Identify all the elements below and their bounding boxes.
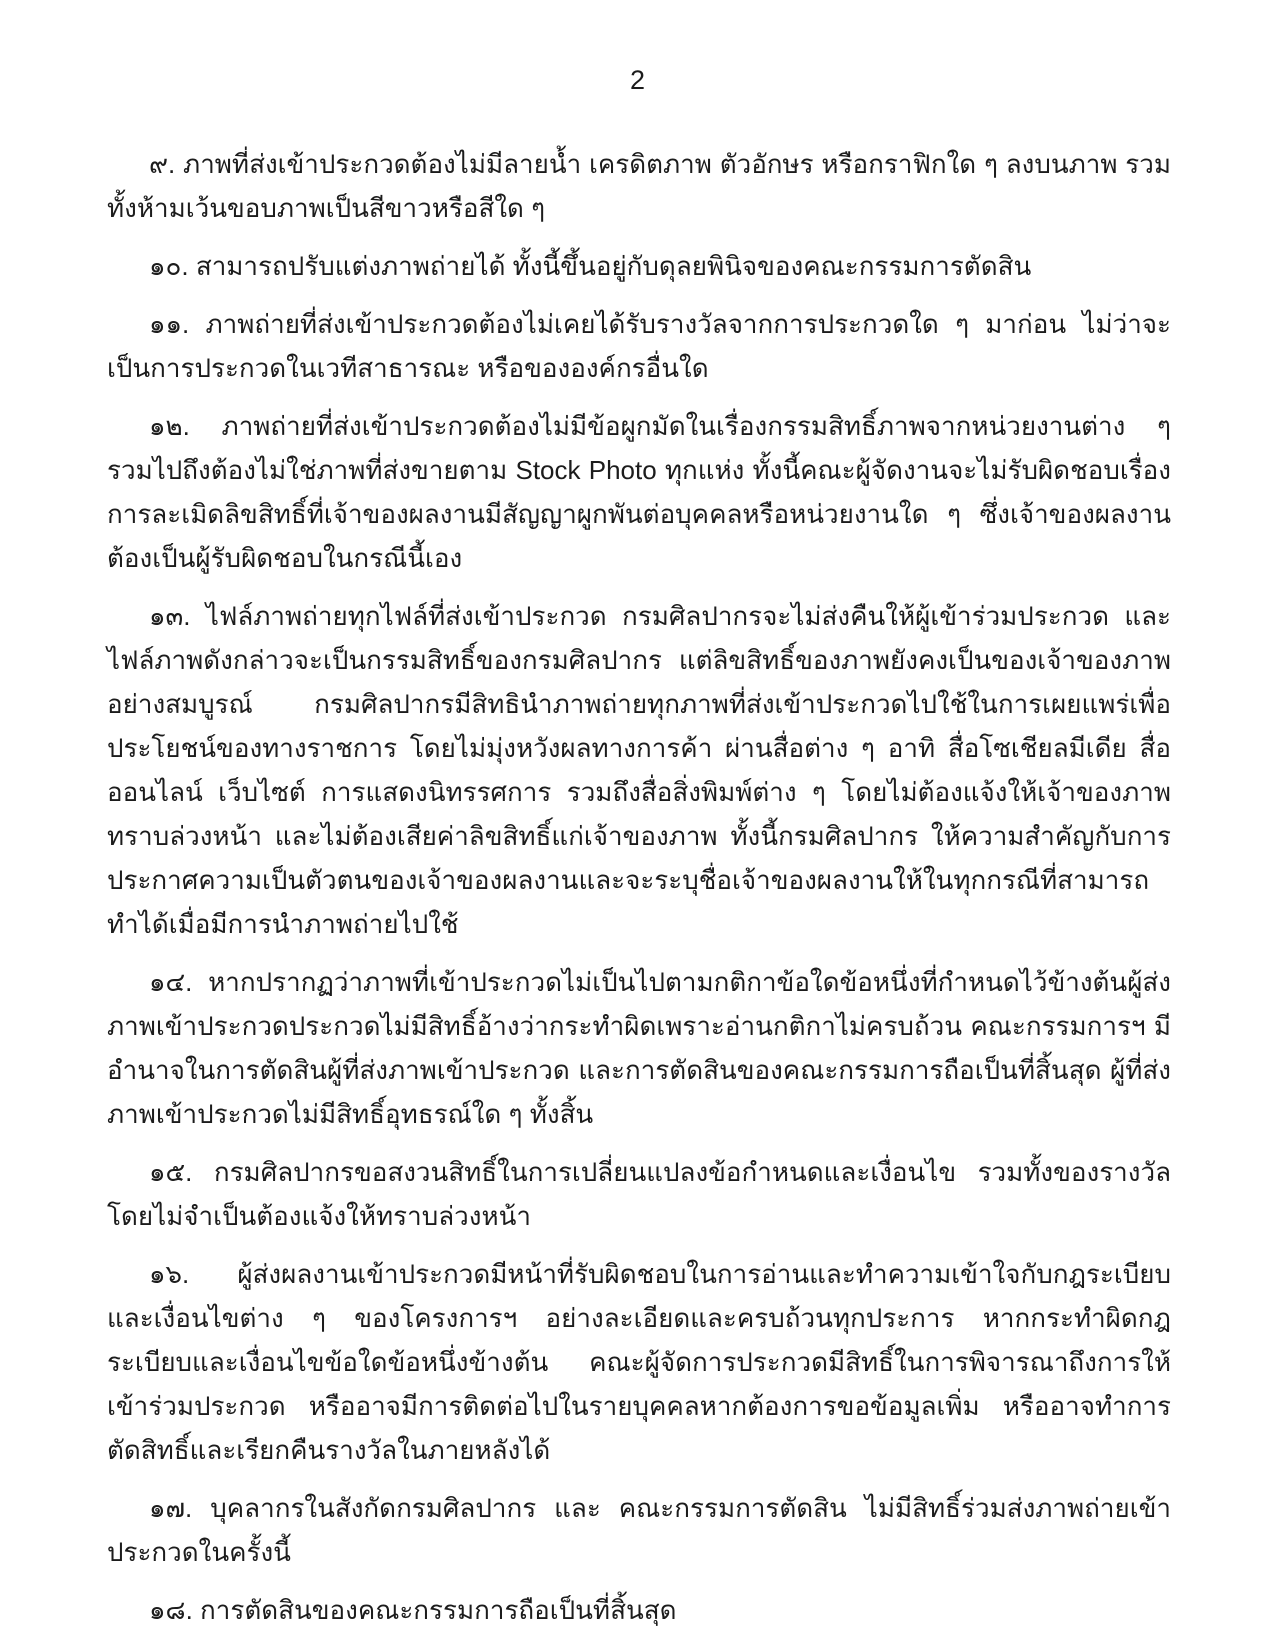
document-body: [107, 142, 1171, 1632]
paragraph-item-10: ๑๐. สามารถปรับแต่งภาพถ่ายได้ ทั้งนี้ขึ้นอยู่กับดุลยพินิจของคณะกรรมการตัดสิน: [149, 251, 1032, 281]
paragraph-item-12: ๑๒. ภาพถ่ายที่ส่งเข้าประกวดต้องไม่มีข้อผูกมัดในเรื่องกรรมสิทธิ์ภาพจากหน่วยงานต่าง ๆ รวมไปถึงต้องไม่ใช่ภาพที่ส่งขายตาม Stock Photo ทุกแห่ง ทั้งนี้คณะผู้จัดงานจะไม่รับผิดชอบเรื่องการละเมิดลิขสิทธิ์ที่เจ้าของผลงานมีสัญญาผูกพันต่อบุคคลหรือหน่วยงานใด ๆ ซึ่งเจ้าของผลงานต้องเป็นผู้รับผิดชอบในกรณีนี้เอง: [107, 411, 1171, 573]
page-number: 2: [629, 65, 646, 95]
paragraph-item-15: ๑๕. กรมศิลปากรขอสงวนสิทธิ์ในการเปลี่ยนแปลงข้อกำหนดและเงื่อนไข รวมทั้งของรางวัลโดยไม่จำเป็นต้องแจ้งให้ทราบล่วงหน้า: [107, 1157, 1171, 1231]
paragraph-item-17: ๑๗. บุคลากรในสังกัดกรมศิลปากร และ คณะกรรมการตัดสิน ไม่มีสิทธิ์ร่วมส่งภาพถ่ายเข้าประกวดในครั้งนี้: [107, 1493, 1171, 1567]
paragraph-item-13: ๑๓. ไฟล์ภาพถ่ายทุกไฟล์ที่ส่งเข้าประกวด กรมศิลปากรจะไม่ส่งคืนให้ผู้เข้าร่วมประกวด และไฟล์ภาพดังกล่าวจะเป็นกรรมสิทธิ์ของกรมศิลปากร แต่ลิขสิทธิ์ของภาพยังคงเป็นของเจ้าของภาพอย่างสมบูรณ์ กรมศิลปากรมีสิทธินำภาพถ่ายทุกภาพที่ส่งเข้าประกวดไปใช้ในการเผยแพร่เพื่อประโยชน์ของทางราชการ โดยไม่มุ่งหวังผลทางการค้า ผ่านสื่อต่าง ๆ อาทิ สื่อโซเชียลมีเดีย สื่อออนไลน์ เว็บไซต์ การแสดงนิทรรศการ รวมถึงสื่อสิ่งพิมพ์ต่าง ๆ โดยไม่ต้องแจ้งให้เจ้าของภาพทราบล่วงหน้า และไม่ต้องเสียค่าลิขสิทธิ์แก่เจ้าของภาพ ทั้งนี้กรมศิลปากร ให้ความสำคัญกับการประกาศความเป็นตัวตนของเจ้าของผลงานและจะระบุชื่อเจ้าของผลงานให้ในทุกกรณีที่สามารถทำได้เมื่อมีการนำภาพถ่ายไปใช้: [107, 601, 1171, 939]
paragraph-item-16: ๑๖. ผู้ส่งผลงานเข้าประกวดมีหน้าที่รับผิดชอบในการอ่านและทำความเข้าใจกับกฎระเบียบและเงื่อนไขต่าง ๆ ของโครงการฯ อย่างละเอียดและครบถ้วนทุกประการ หากกระทำผิดกฎระเบียบและเงื่อนไขข้อใดข้อหนึ่งข้างต้น คณะผู้จัดการประกวดมีสิทธิ์ในการพิจารณาถึงการให้เข้าร่วมประกวด หรืออาจมีการติดต่อไปในรายบุคคลหากต้องการขอข้อมูลเพิ่ม หรืออาจทำการตัดสิทธิ์และเรียกคืนรางวัลในภายหลังได้: [107, 1259, 1171, 1465]
paragraph-item-11: ๑๑. ภาพถ่ายที่ส่งเข้าประกวดต้องไม่เคยได้รับรางวัลจากการประกวดใด ๆ มาก่อน ไม่ว่าจะเป็นการประกวดในเวทีสาธารณะ หรือขององค์กรอื่นใด: [107, 309, 1171, 383]
paragraph-item-14: ๑๔. หากปรากฏว่าภาพที่เข้าประกวดไม่เป็นไปตามกติกาข้อใดข้อหนึ่งที่กำหนดไว้ข้างต้นผู้ส่งภาพเข้าประกวดประกวดไม่มีสิทธิ์อ้างว่ากระทำผิดเพราะอ่านกติกาไม่ครบถ้วน คณะกรรมการฯ มีอำนาจในการตัดสินผู้ที่ส่งภาพเข้าประกวด และการตัดสินของคณะกรรมการถือเป็นที่สิ้นสุด ผู้ที่ส่งภาพเข้าประกวดไม่มีสิทธิ์อุทธรณ์ใด ๆ ทั้งสิ้น: [107, 967, 1171, 1129]
paragraph-item-9: ๙. ภาพที่ส่งเข้าประกวดต้องไม่มีลายน้ำ เครดิตภาพ ตัวอักษร หรือกราฟิกใด ๆ ลงบนภาพ รวมทั้งห้ามเว้นขอบภาพเป็นสีขาวหรือสีใด ๆ: [107, 149, 1171, 223]
paragraph-item-18: ๑๘. การตัดสินของคณะกรรมการถือเป็นที่สิ้นสุด: [149, 1595, 677, 1625]
